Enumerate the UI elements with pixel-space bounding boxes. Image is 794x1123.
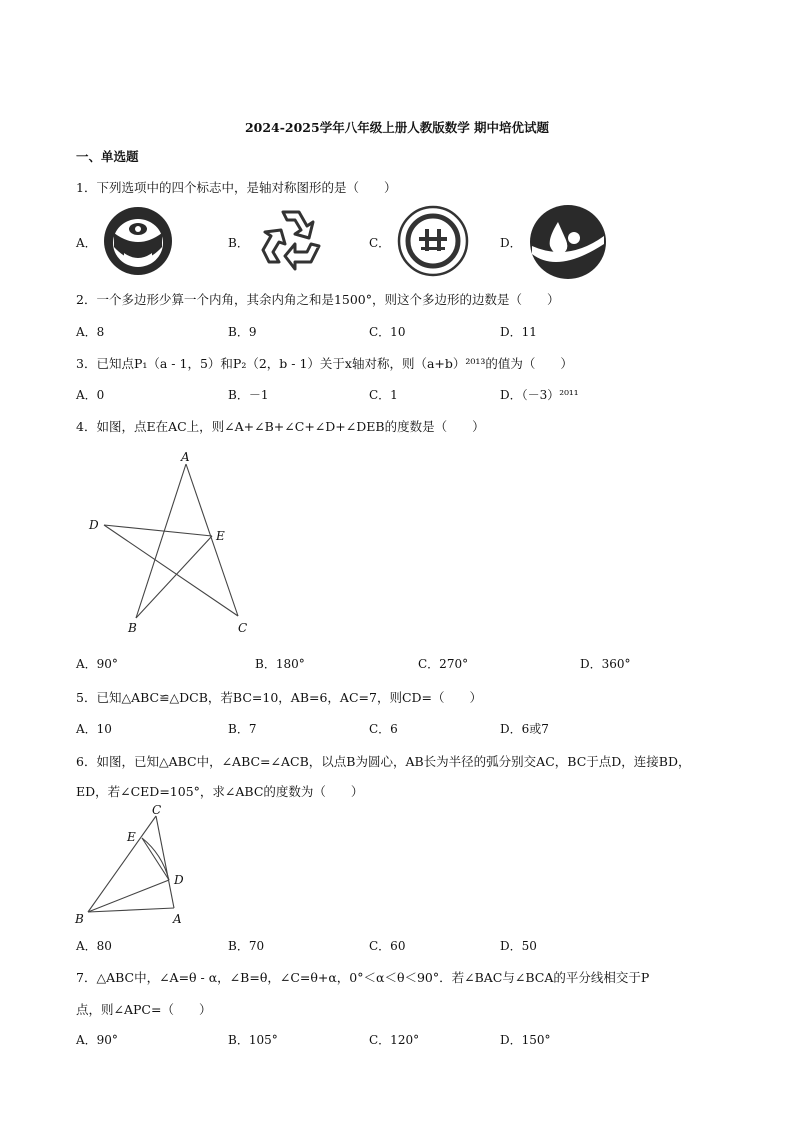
q6-label-b: B <box>75 912 84 926</box>
line-CA <box>156 816 174 908</box>
q6-label-c: C <box>152 804 162 817</box>
q4-option-d: D．360° <box>580 657 631 671</box>
line-BA <box>88 908 174 912</box>
question-7-stem-line-2: 点，则∠APC=（ ） <box>76 1002 212 1017</box>
q6-option-a: A．80 <box>76 939 112 953</box>
line-AB <box>136 464 186 618</box>
q6-option-d: D．50 <box>500 939 537 953</box>
q4-option-c: C．270° <box>418 657 469 671</box>
ring-logo-icon <box>100 203 176 279</box>
q1-option-c-label: C． <box>369 236 391 250</box>
question-1-stem: 1．下列选项中的四个标志中，是轴对称图形的是（ ） <box>76 180 397 195</box>
q6-label-e: E <box>127 830 136 844</box>
q6-option-b: B．70 <box>228 939 265 953</box>
section-heading: 一、单选题 <box>76 149 139 164</box>
question-6-stem-line-2: ED，若∠CED=105°，求∠ABC的度数为（ ） <box>76 784 364 799</box>
q6-triangle-figure <box>70 804 200 928</box>
q4-option-a: A．90° <box>76 657 118 671</box>
q7-option-b: B．105° <box>228 1033 278 1047</box>
q5-option-b: B．7 <box>228 722 257 736</box>
question-3-stem: 3．已知点P₁（a - 1，5）和P₂（2，b - 1）关于x轴对称，则（a+b）²⁰¹³的值为（ ） <box>76 356 573 371</box>
q1-option-b-label: B． <box>228 236 249 250</box>
q4-label-c: C <box>238 621 248 635</box>
q4-label-d: D <box>89 518 99 532</box>
q1-option-a-label: A． <box>76 236 97 250</box>
question-7-stem-line-1: 7．△ABC中，∠A=θ - α，∠B=θ，∠C=θ+α，0°＜α＜θ＜90°．若∠BAC与∠BCA的平分线相交于P <box>76 970 650 985</box>
q5-option-d: D．6或7 <box>500 722 549 736</box>
line-AC <box>186 464 238 616</box>
q6-label-d: D <box>174 873 184 887</box>
q4-option-b: B．180° <box>255 657 305 671</box>
drop-logo-icon <box>528 204 608 280</box>
circle-emblem-icon <box>395 203 471 279</box>
q2-option-b: B．9 <box>228 325 257 339</box>
question-6-stem-line-1: 6．如图，已知△ABC中，∠ABC=∠ACB，以点B为圆心，AB长为半径的弧分别交AC，BC于点D，连接BD， <box>76 754 691 769</box>
q2-option-c: C．10 <box>369 325 406 339</box>
question-5-stem: 5．已知△ABC≌△DCB，若BC=10，AB=6，AC=7，则CD=（ ） <box>76 690 483 705</box>
line-BC <box>88 816 156 912</box>
q2-option-d: D．11 <box>500 325 537 339</box>
q4-label-e: E <box>216 529 225 543</box>
q6-option-c: C．60 <box>369 939 406 953</box>
q1-option-d-label: D． <box>500 236 522 250</box>
q7-option-c: C．120° <box>369 1033 420 1047</box>
q3-option-d: D．（－3）²⁰¹¹ <box>500 388 579 402</box>
line-BD <box>88 880 169 912</box>
q5-option-a: A．10 <box>76 722 112 736</box>
line-DE <box>104 525 212 536</box>
q3-option-a: A．0 <box>76 388 105 402</box>
recycle-icon <box>255 206 327 276</box>
line-EB <box>136 536 212 618</box>
q7-option-a: A．90° <box>76 1033 118 1047</box>
q4-label-a: A <box>181 450 190 464</box>
q4-star-figure <box>80 448 260 640</box>
q3-option-c: C．1 <box>369 388 398 402</box>
q3-option-b: B．－1 <box>228 388 269 402</box>
q5-option-c: C．6 <box>369 722 398 736</box>
question-2-stem: 2．一个多边形少算一个内角，其余内角之和是1500°，则这个多边形的边数是（ ） <box>76 292 560 307</box>
q4-label-b: B <box>128 621 137 635</box>
q6-label-a: A <box>173 912 182 926</box>
q7-option-d: D．150° <box>500 1033 551 1047</box>
q2-option-a: A．8 <box>76 325 105 339</box>
question-4-stem: 4．如图，点E在AC上，则∠A+∠B+∠C+∠D+∠DEB的度数是（ ） <box>76 419 485 434</box>
page-title: 2024-2025学年八年级上册人教版数学 期中培优试题 <box>244 120 550 135</box>
